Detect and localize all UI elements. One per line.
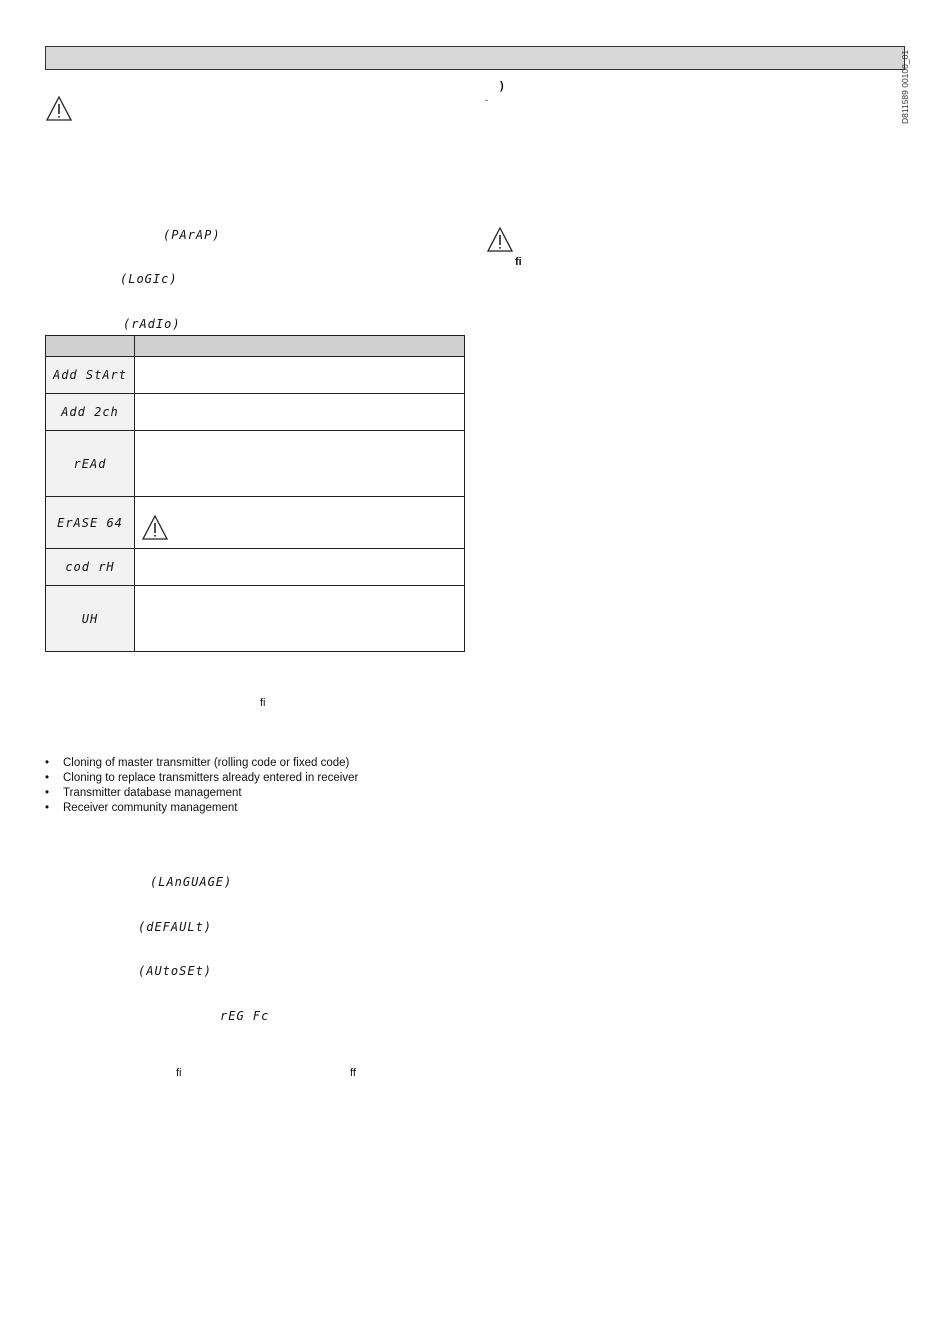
- language-menu-label: (LAnGUAGE): [150, 875, 233, 889]
- table-row: [46, 394, 465, 431]
- description-cell: [135, 431, 465, 497]
- text-fragment: -: [485, 95, 488, 105]
- list-item: • Cloning of master transmitter (rolling code or fixed code): [45, 756, 358, 771]
- radio-menu-label: (rAdIo): [123, 317, 181, 331]
- list-item: • Receiver community management: [45, 801, 358, 816]
- text-fragment: fi: [260, 697, 266, 709]
- description-cell: [135, 586, 465, 652]
- list-item: • Transmitter database management: [45, 786, 358, 801]
- table-row: [46, 357, 465, 394]
- section-header-bar: [45, 46, 905, 70]
- description-cell: [135, 394, 465, 431]
- table-header-row: [46, 336, 465, 357]
- warning-icon: [45, 95, 73, 123]
- text-fragment: ): [500, 80, 504, 92]
- list-item: • Cloning to replace transmitters already entered in receiver: [45, 771, 358, 786]
- param-menu-label: (PArAP): [163, 228, 221, 242]
- table-row: [46, 497, 465, 549]
- table-header-cell: [46, 336, 135, 357]
- description-cell: [135, 357, 465, 394]
- table-row: [46, 549, 465, 586]
- text-fragment: fi: [515, 256, 522, 268]
- logic-menu-label: (LoGIc): [120, 272, 178, 286]
- reg-fc-label: rEG Fc: [220, 1009, 270, 1023]
- table-header-cell: [135, 336, 465, 357]
- autoset-menu-label: (AUtoSEt): [138, 964, 213, 978]
- description-cell: [135, 549, 465, 586]
- radio-menu-table: [45, 335, 465, 652]
- text-fragment: fi: [176, 1067, 182, 1079]
- warning-icon: [141, 514, 169, 542]
- document-code: D811589 00100_01: [900, 49, 910, 124]
- code-cell: Add StArt: [46, 357, 135, 394]
- code-cell: rEAd: [46, 431, 135, 497]
- feature-list: [45, 756, 358, 816]
- code-cell: Add 2ch: [46, 394, 135, 431]
- text-fragment: ff: [350, 1067, 356, 1079]
- warning-icon: [486, 226, 514, 254]
- table-row: [46, 586, 465, 652]
- code-cell: cod rH: [46, 549, 135, 586]
- code-cell: UH: [46, 586, 135, 652]
- description-cell: [135, 497, 465, 549]
- code-cell: ErASE 64: [46, 497, 135, 549]
- default-menu-label: (dEFAULt): [138, 920, 213, 934]
- table-row: [46, 431, 465, 497]
